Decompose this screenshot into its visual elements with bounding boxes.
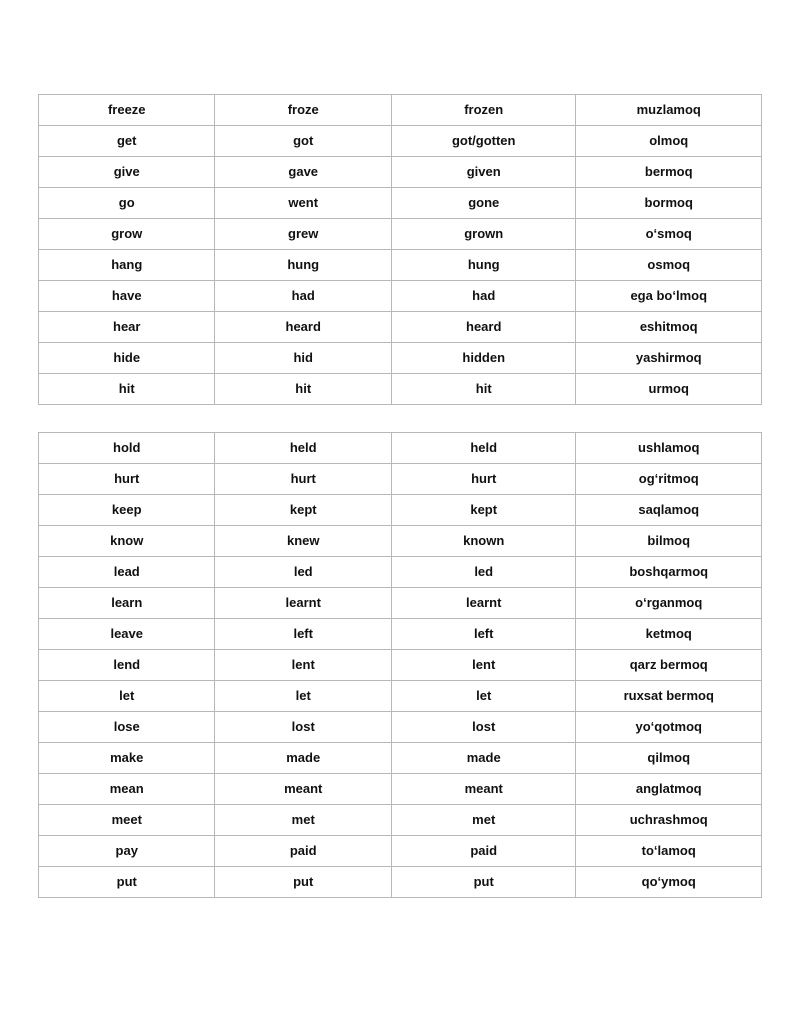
table-row bbox=[39, 312, 762, 343]
past-simple-cell: grew bbox=[215, 219, 391, 250]
translation-cell: bermoq bbox=[576, 157, 762, 188]
table-row bbox=[39, 712, 762, 743]
table-row bbox=[39, 836, 762, 867]
past-simple-cell: put bbox=[215, 867, 391, 898]
past-participle-cell: meant bbox=[391, 774, 576, 805]
base-form-cell: go bbox=[39, 188, 215, 219]
table-row bbox=[39, 805, 762, 836]
table-row bbox=[39, 557, 762, 588]
base-form-cell: have bbox=[39, 281, 215, 312]
table-row bbox=[39, 219, 762, 250]
base-form-cell: pay bbox=[39, 836, 215, 867]
past-participle-cell: paid bbox=[391, 836, 576, 867]
base-form-cell: know bbox=[39, 526, 215, 557]
translation-cell: og‘ritmoq bbox=[576, 464, 762, 495]
base-form-cell: mean bbox=[39, 774, 215, 805]
past-simple-cell: gave bbox=[215, 157, 391, 188]
past-participle-cell: had bbox=[391, 281, 576, 312]
past-participle-cell: gone bbox=[391, 188, 576, 219]
past-participle-cell: led bbox=[391, 557, 576, 588]
base-form-cell: lose bbox=[39, 712, 215, 743]
past-simple-cell: went bbox=[215, 188, 391, 219]
table-row bbox=[39, 281, 762, 312]
base-form-cell: meet bbox=[39, 805, 215, 836]
verb-table-body bbox=[39, 95, 762, 405]
past-participle-cell: known bbox=[391, 526, 576, 557]
translation-cell: eshitmoq bbox=[576, 312, 762, 343]
base-form-cell: hide bbox=[39, 343, 215, 374]
table-row bbox=[39, 526, 762, 557]
table-row bbox=[39, 650, 762, 681]
table-row bbox=[39, 343, 762, 374]
base-form-cell: hurt bbox=[39, 464, 215, 495]
table-row bbox=[39, 250, 762, 281]
base-form-cell: keep bbox=[39, 495, 215, 526]
translation-cell: bormoq bbox=[576, 188, 762, 219]
table-row bbox=[39, 126, 762, 157]
translation-cell: ruxsat bermoq bbox=[576, 681, 762, 712]
past-participle-cell: heard bbox=[391, 312, 576, 343]
table-row bbox=[39, 588, 762, 619]
translation-cell: uchrashmoq bbox=[576, 805, 762, 836]
table-row bbox=[39, 464, 762, 495]
past-simple-cell: left bbox=[215, 619, 391, 650]
past-simple-cell: lent bbox=[215, 650, 391, 681]
table-row bbox=[39, 867, 762, 898]
translation-cell: urmoq bbox=[576, 374, 762, 405]
translation-cell: qarz bermoq bbox=[576, 650, 762, 681]
past-participle-cell: frozen bbox=[391, 95, 576, 126]
translation-cell: anglatmoq bbox=[576, 774, 762, 805]
past-simple-cell: knew bbox=[215, 526, 391, 557]
verb-table-body bbox=[39, 433, 762, 898]
translation-cell: boshqarmoq bbox=[576, 557, 762, 588]
table-row bbox=[39, 743, 762, 774]
translation-cell: ketmoq bbox=[576, 619, 762, 650]
table-row bbox=[39, 188, 762, 219]
past-participle-cell: given bbox=[391, 157, 576, 188]
translation-cell: o‘rganmoq bbox=[576, 588, 762, 619]
past-participle-cell: kept bbox=[391, 495, 576, 526]
translation-cell: qo‘ymoq bbox=[576, 867, 762, 898]
past-participle-cell: left bbox=[391, 619, 576, 650]
past-simple-cell: lost bbox=[215, 712, 391, 743]
past-participle-cell: met bbox=[391, 805, 576, 836]
base-form-cell: hit bbox=[39, 374, 215, 405]
past-simple-cell: kept bbox=[215, 495, 391, 526]
past-simple-cell: met bbox=[215, 805, 391, 836]
base-form-cell: learn bbox=[39, 588, 215, 619]
past-participle-cell: lent bbox=[391, 650, 576, 681]
base-form-cell: hear bbox=[39, 312, 215, 343]
base-form-cell: get bbox=[39, 126, 215, 157]
table-row bbox=[39, 95, 762, 126]
table-row bbox=[39, 433, 762, 464]
translation-cell: yashirmoq bbox=[576, 343, 762, 374]
past-simple-cell: got bbox=[215, 126, 391, 157]
past-simple-cell: hurt bbox=[215, 464, 391, 495]
base-form-cell: hang bbox=[39, 250, 215, 281]
past-participle-cell: hung bbox=[391, 250, 576, 281]
past-participle-cell: grown bbox=[391, 219, 576, 250]
table-row bbox=[39, 619, 762, 650]
table-row bbox=[39, 774, 762, 805]
past-simple-cell: heard bbox=[215, 312, 391, 343]
table-row bbox=[39, 374, 762, 405]
verb-table-2 bbox=[38, 432, 762, 898]
past-simple-cell: learnt bbox=[215, 588, 391, 619]
past-participle-cell: made bbox=[391, 743, 576, 774]
translation-cell: qilmoq bbox=[576, 743, 762, 774]
past-simple-cell: led bbox=[215, 557, 391, 588]
translation-cell: olmoq bbox=[576, 126, 762, 157]
past-participle-cell: hidden bbox=[391, 343, 576, 374]
past-simple-cell: held bbox=[215, 433, 391, 464]
past-participle-cell: learnt bbox=[391, 588, 576, 619]
table-row bbox=[39, 495, 762, 526]
past-simple-cell: had bbox=[215, 281, 391, 312]
past-simple-cell: meant bbox=[215, 774, 391, 805]
translation-cell: muzlamoq bbox=[576, 95, 762, 126]
table-row bbox=[39, 157, 762, 188]
base-form-cell: hold bbox=[39, 433, 215, 464]
past-participle-cell: put bbox=[391, 867, 576, 898]
base-form-cell: put bbox=[39, 867, 215, 898]
base-form-cell: grow bbox=[39, 219, 215, 250]
base-form-cell: let bbox=[39, 681, 215, 712]
past-simple-cell: hid bbox=[215, 343, 391, 374]
translation-cell: yo‘qotmoq bbox=[576, 712, 762, 743]
base-form-cell: freeze bbox=[39, 95, 215, 126]
past-participle-cell: hurt bbox=[391, 464, 576, 495]
translation-cell: to‘lamoq bbox=[576, 836, 762, 867]
past-simple-cell: froze bbox=[215, 95, 391, 126]
translation-cell: saqlamoq bbox=[576, 495, 762, 526]
base-form-cell: lend bbox=[39, 650, 215, 681]
past-simple-cell: let bbox=[215, 681, 391, 712]
past-participle-cell: lost bbox=[391, 712, 576, 743]
past-simple-cell: made bbox=[215, 743, 391, 774]
translation-cell: ega bo‘lmoq bbox=[576, 281, 762, 312]
translation-cell: bilmoq bbox=[576, 526, 762, 557]
translation-cell: ushlamoq bbox=[576, 433, 762, 464]
translation-cell: osmoq bbox=[576, 250, 762, 281]
past-participle-cell: let bbox=[391, 681, 576, 712]
past-simple-cell: paid bbox=[215, 836, 391, 867]
verb-table-1 bbox=[38, 94, 762, 405]
past-simple-cell: hung bbox=[215, 250, 391, 281]
base-form-cell: lead bbox=[39, 557, 215, 588]
past-participle-cell: got/gotten bbox=[391, 126, 576, 157]
past-participle-cell: held bbox=[391, 433, 576, 464]
base-form-cell: give bbox=[39, 157, 215, 188]
translation-cell: o‘smoq bbox=[576, 219, 762, 250]
past-simple-cell: hit bbox=[215, 374, 391, 405]
base-form-cell: make bbox=[39, 743, 215, 774]
table-row bbox=[39, 681, 762, 712]
past-participle-cell: hit bbox=[391, 374, 576, 405]
base-form-cell: leave bbox=[39, 619, 215, 650]
